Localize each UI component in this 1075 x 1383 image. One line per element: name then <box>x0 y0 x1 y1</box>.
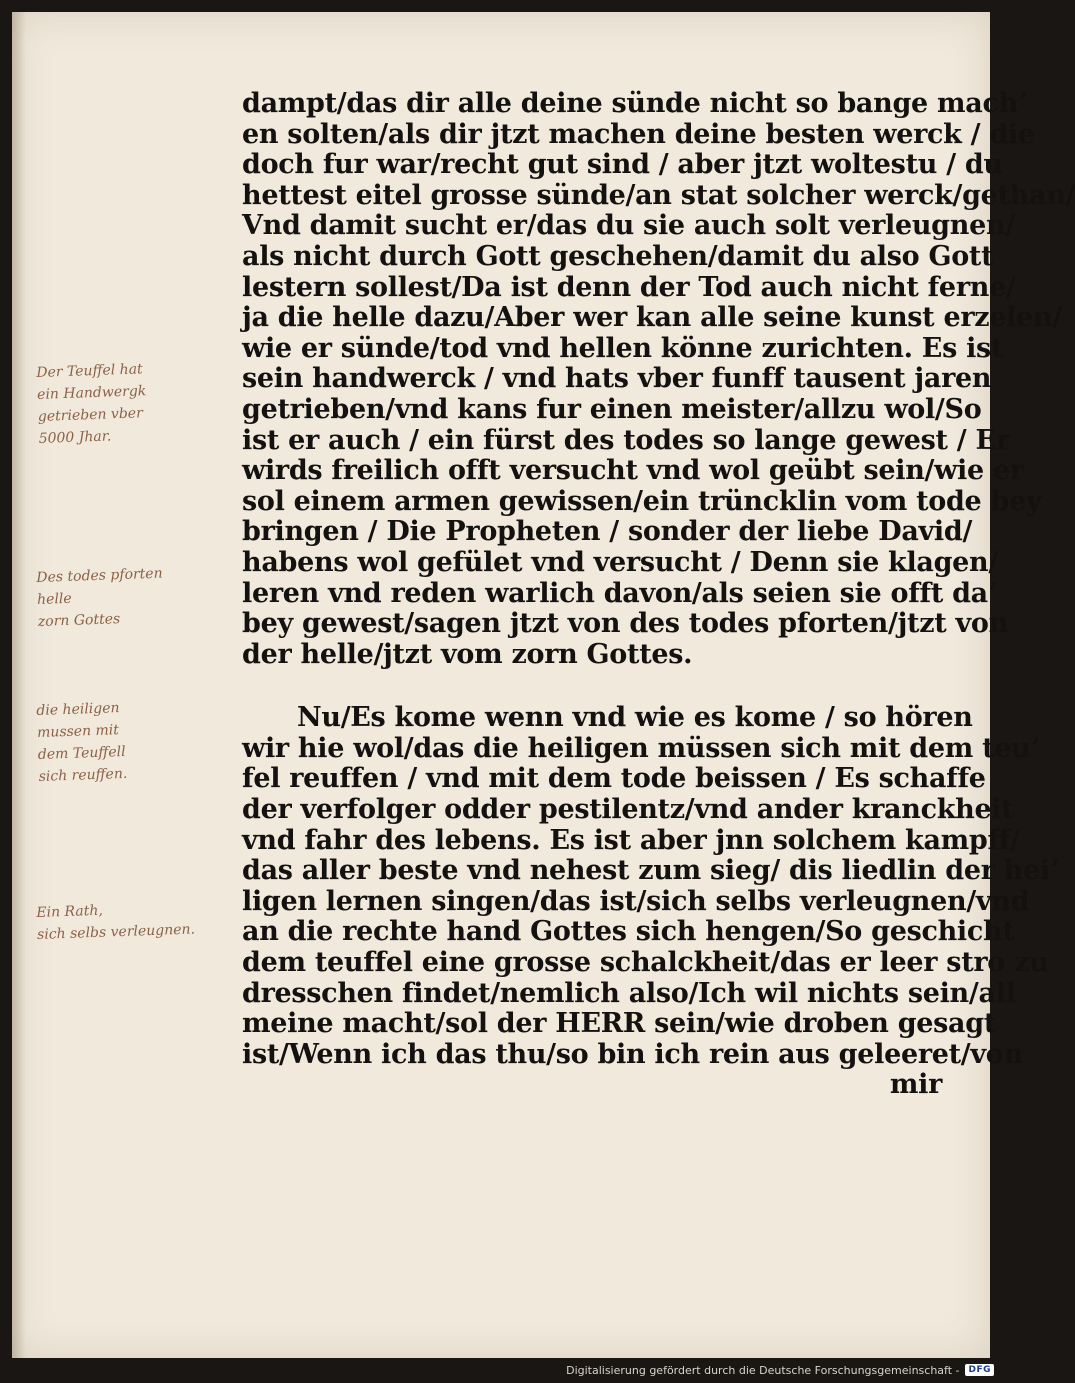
marginal-line: getrieben vber <box>37 405 144 425</box>
marginal-line: ein Handwergk <box>36 383 147 403</box>
text-line: ligen lernen singen/das ist/sich selbs verleugnen/vnd <box>242 885 1030 917</box>
text-line: bringen / Die Propheten / sonder der liebe David/ <box>242 516 973 548</box>
text-line: en solten/als dir jtzt machen deine besten werck / die <box>242 118 1035 150</box>
text-line: bey gewest/sagen jtzt von des todes pforten/jtzt von <box>242 608 1008 640</box>
text-line: als nicht durch Gott geschehen/damit du also Gott <box>242 240 994 272</box>
marginal-line: die heiligen <box>36 700 120 719</box>
main-text-block <box>242 88 1075 1101</box>
marginal-line: sich selbs verleugnen. <box>36 921 196 943</box>
text-line: fel reuffen / vnd mit dem tode beissen / Es schaffe <box>242 763 986 795</box>
text-line: hettest eitel grosse sünde/an stat solcher werck/gethan/ <box>242 179 1075 211</box>
text-line: an die rechte hand Gottes sich hengen/So geschicht <box>242 916 1015 948</box>
marginal-line: Des todes pforten <box>36 565 163 586</box>
marginal-line: Der Teuffel hat <box>36 361 143 381</box>
text-line: ist/Wenn ich das thu/so bin ich rein aus geleeret/von <box>242 1038 1023 1070</box>
text-line: wirds freilich offt versucht vnd wol geübt sein/wie er <box>242 455 1024 487</box>
marginal-note-1 <box>36 354 254 449</box>
text-line: der verfolger odder pestilentz/vnd ander kranckheit <box>242 794 1014 826</box>
marginal-note-3 <box>36 692 254 787</box>
book-page <box>12 12 1075 1358</box>
text-line: sol einem armen gewissen/ein trüncklin vom tode bey <box>242 485 1042 517</box>
text-line: sein handwerck / vnd hats vber funff tausent jaren <box>242 363 992 395</box>
digitization-footer <box>566 1361 994 1379</box>
text-line: dampt/das dir alle deine sünde nicht so bange machʼ <box>242 88 1028 119</box>
marginal-line: sich reuffen. <box>38 765 128 785</box>
paragraph-1 <box>242 88 1075 670</box>
text-line: leren vnd reden warlich davon/als seien sie offt daʼ <box>242 577 997 609</box>
text-line: Nu/Es kome wenn vnd wie es kome / so hören <box>297 702 973 734</box>
catchword: mir <box>889 1069 942 1101</box>
text-line: wie er sünde/tod vnd hellen könne zurichten. Es ist <box>242 332 1004 364</box>
paragraph-2 <box>242 702 1059 1101</box>
text-line: meine macht/sol der HERR sein/wie droben gesagt <box>242 1008 997 1040</box>
marginal-line: mussen mit <box>36 722 120 741</box>
dfg-logo-icon: DFG <box>965 1364 994 1376</box>
text-line: das aller beste vnd nehest zum sieg/ dis liedlin der heiʼ <box>242 855 1059 887</box>
footer-credit: Digitalisierung gefördert durch die Deutsche Forschungsgemeinschaft - <box>566 1363 960 1377</box>
text-line: vnd fahr des lebens. Es ist aber jnn solchem kampff/ <box>242 824 1020 856</box>
marginal-line: Ein Rath, <box>36 902 104 921</box>
marginal-line: helle <box>36 590 72 608</box>
marginal-note-4 <box>36 894 252 945</box>
marginal-line: zorn Gottes <box>37 611 121 630</box>
marginal-line: 5000 Jhar. <box>38 428 112 447</box>
marginal-line: dem Teuffell <box>37 743 126 763</box>
marginal-note-2 <box>36 559 253 632</box>
text-line: ist er auch / ein fürst des todes so lange gewest / Er <box>242 424 1010 456</box>
text-line: ja die helle dazu/Aber wer kan alle seine kunst erzelen/ <box>242 302 1062 334</box>
paragraph-gap <box>242 670 942 703</box>
text-line: lestern sollest/Da ist denn der Tod auch nicht ferne/ <box>242 271 1016 303</box>
text-line: wir hie wol/das die heiligen müssen sich mit dem teuʼ <box>242 732 1040 764</box>
text-line: getrieben/vnd kans fur einen meister/allzu wol/So <box>242 393 982 425</box>
text-line: dresschen findet/nemlich also/Ich wil nichts sein/all <box>242 977 1016 1009</box>
text-line: habens wol gefület vnd versucht / Denn sie klagen/ <box>242 546 998 578</box>
text-line: doch fur war/recht gut sind / aber jtzt woltestu / du <box>242 149 1003 181</box>
text-line: dem teuffel eine grosse schalckheit/das er leer stro zu <box>242 947 1049 979</box>
text-line: der helle/jtzt vom zorn Gottes. <box>242 638 693 670</box>
text-line: Vnd damit sucht er/das du sie auch solt verleugnen/ <box>242 210 1015 242</box>
